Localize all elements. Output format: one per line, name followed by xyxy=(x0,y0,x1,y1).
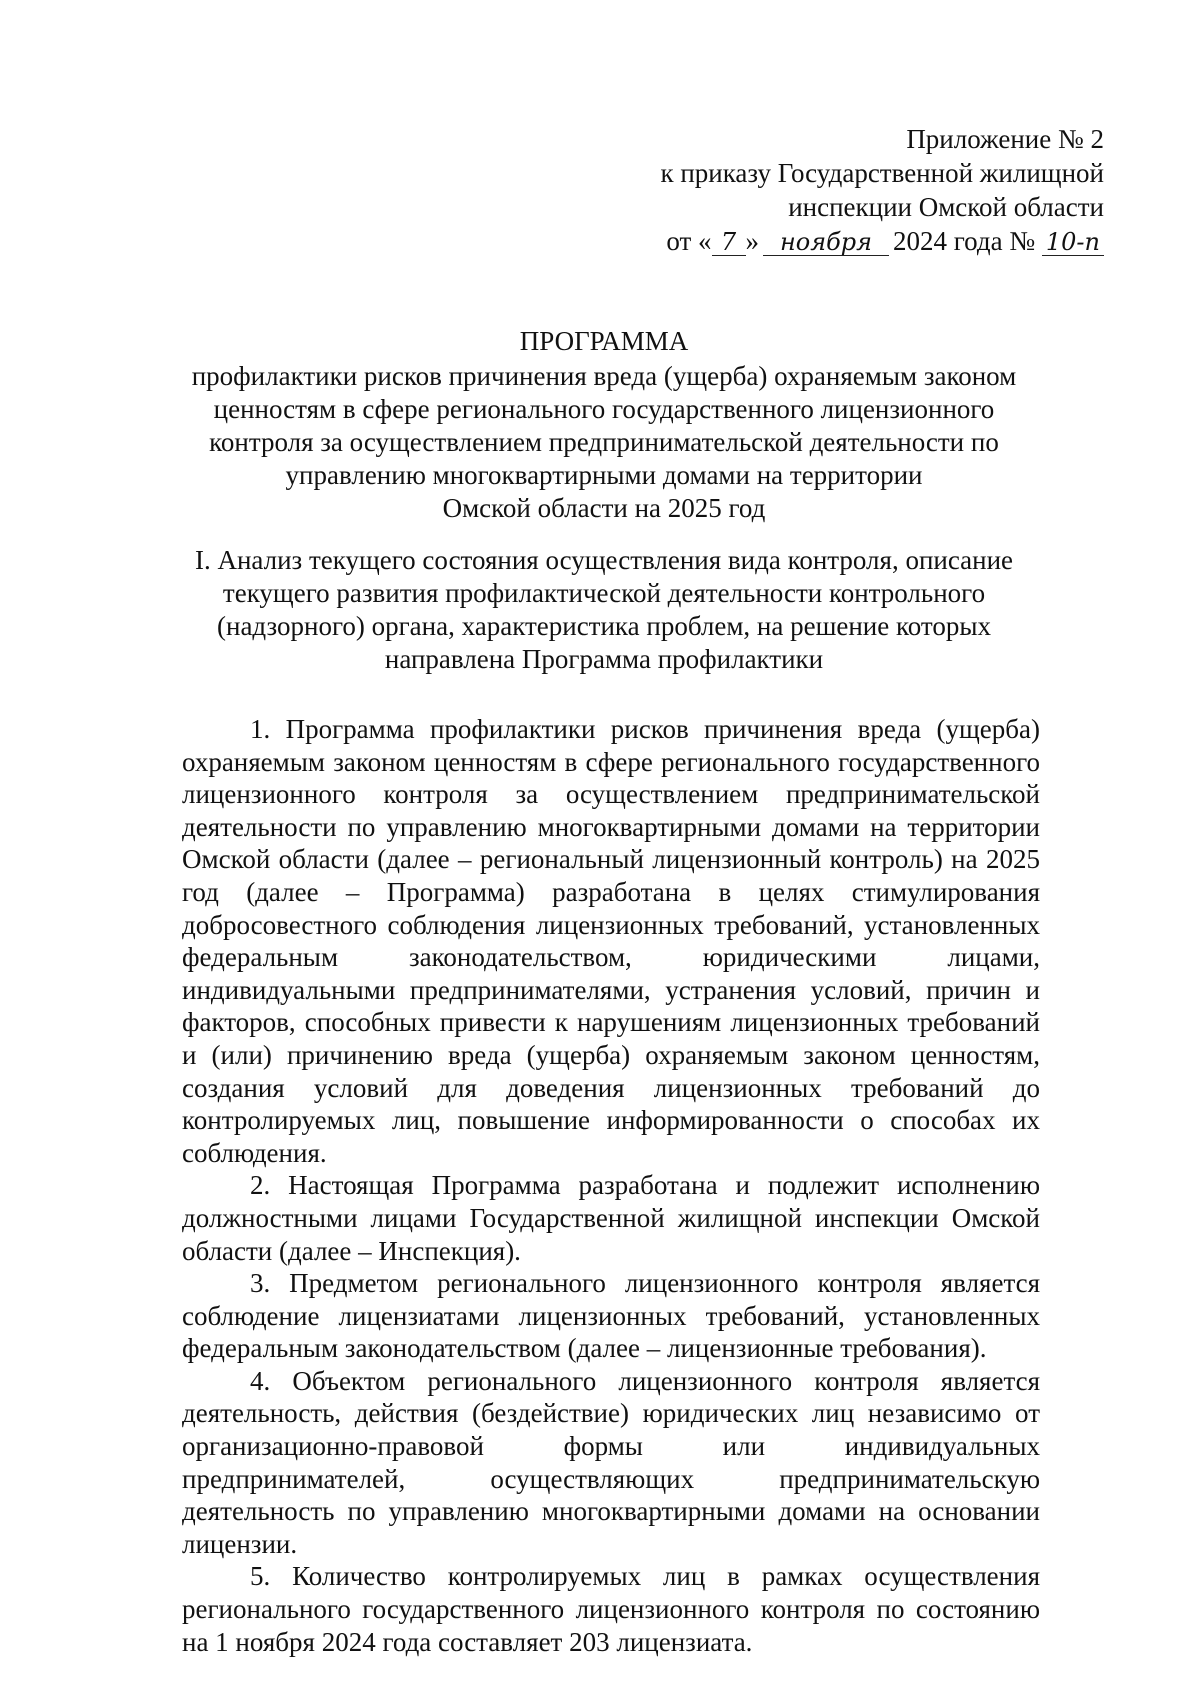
program-subtitle-line: ценностям в сфере регионального государственного лицензионного xyxy=(213,394,995,424)
program-title xyxy=(170,325,1038,525)
handwritten-day: 7 xyxy=(712,229,746,256)
date-year: 2024 года № xyxy=(893,226,1036,256)
paragraph-2: 2. Настоящая Программа разработана и подлежит исполнению должностными лицами Государственной жилищной инспекции Омской области (далее – Инспекция). xyxy=(182,1170,1040,1266)
paragraph-4: 4. Объектом регионального лицензионного контроля является деятельность, действия (бездействие) юридических лиц независимо от организационно-правовой формы или индивидуальных предпринимателей, осуществляющих предпринимательскую деятельность по управлению многоквартирными домами на основании лицензии. xyxy=(182,1365,1040,1559)
section-heading-line: направлена Программа профилактики xyxy=(384,644,824,674)
date-prefix: от « xyxy=(666,226,712,256)
date-quote-close: » xyxy=(745,226,760,256)
program-subtitle-line: контроля за осуществлением предпринимательской деятельности по xyxy=(209,427,999,457)
appendix-date-line xyxy=(584,224,1104,258)
program-subtitle-line: профилактики рисков причинения вреда (ущерба) охраняемым законом xyxy=(191,361,1017,391)
appendix-authority: инспекции Омской области xyxy=(788,192,1104,222)
paragraph-1: 1. Программа профилактики рисков причинения вреда (ущерба) охраняемым законом ценностям в сфере регионального государственного лицензионного контроля за осуществлением предпринимательской деятельности по управлению многоквартирными домами на территории Омской области (далее – региональный лицензионный контроль) на 2025 год (далее – Программа) разработана в целях стимулирования добросовестного соблюдения лицензионных требований, установленных федеральным законодательством, юридическими лицами, индивидуальными предпринимателями, устранения условий, причин и факторов, способных привести к нарушениям лицензионных требований и (или) причинению вреда (ущерба) охраняемым законом ценностям, создания условий для доведения лицензионных требований до контролируемых лиц, повышение информированности о способах их соблюдения. xyxy=(182,714,1040,1168)
section-heading-line: (надзорного) органа, характеристика проблем, на решение которых xyxy=(217,611,991,641)
appendix-order-ref: к приказу Государственной жилищной xyxy=(660,158,1104,188)
paragraph-5: 5. Количество контролируемых лиц в рамках осуществления регионального государственного лицензионного контроля по состоянию на 1 ноября 2024 года составляет 203 лицензиата. xyxy=(182,1561,1040,1657)
section-heading xyxy=(170,544,1038,676)
section-heading-line: текущего развития профилактической деятельности контрольного xyxy=(222,578,986,608)
handwritten-month: ноября xyxy=(763,229,889,256)
program-subtitle-line: Омской области на 2025 год xyxy=(442,493,766,523)
program-heading: ПРОГРАММА xyxy=(519,326,689,356)
paragraph-3: 3. Предметом регионального лицензионного контроля является соблюдение лицензиатами лицензионных требований, установленных федеральным законодательством (далее – лицензионные требования). xyxy=(182,1268,1040,1364)
document-body xyxy=(182,713,1040,1658)
handwritten-order-number: 10-п xyxy=(1042,229,1104,256)
program-subtitle-line: управлению многоквартирными домами на территории xyxy=(285,460,923,490)
appendix-number: Приложение № 2 xyxy=(906,124,1104,154)
section-heading-line: I. Анализ текущего состояния осуществления вида контроля, описание xyxy=(194,545,1014,575)
appendix-header xyxy=(584,122,1104,258)
